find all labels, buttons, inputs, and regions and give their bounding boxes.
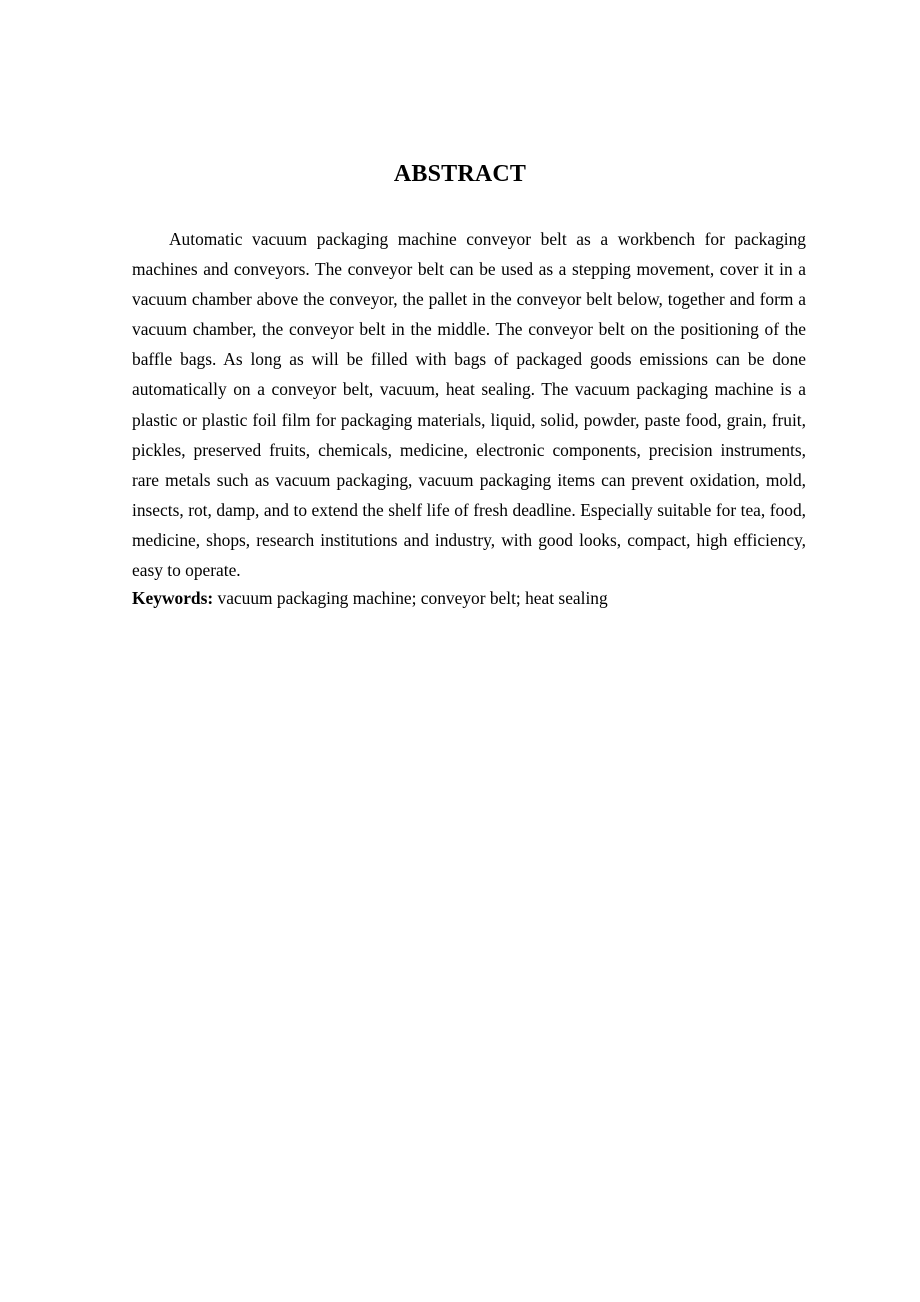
abstract-paragraph: Automatic vacuum packaging machine conveyor belt as a workbench for packaging machines and conveyors. The conveyor belt can be used as a stepping movement, cover it in a vacuum chamber above the conveyor, the pallet in the conveyor belt below, together and form a vacuum chamber, the conveyor belt in the middle. The conveyor belt on the positioning of the baffle bags. As long as will be filled with bags of packaged goods emissions can be done automatically on a conveyor belt, vacuum, heat sealing. The vacuum packaging machine is a plastic or plastic foil film for packaging materials, liquid, solid, powder, paste food, grain, fruit, pickles, preserved fruits, chemicals, medicine, electronic components, precision instruments, rare metals such as vacuum packaging, vacuum packaging items can prevent oxidation, mold, insects, rot, damp, and to extend the shelf life of fresh deadline. Especially suitable for tea, food, medicine, shops, research institutions and industry, with good looks, compact, high efficiency, easy to operate. bbox=[132, 229, 806, 581]
page-title: ABSTRACT bbox=[393, 161, 527, 187]
keywords-label: Keywords: bbox=[132, 588, 214, 608]
keywords-text: vacuum packaging machine; conveyor belt; heat sealing bbox=[213, 588, 608, 608]
keywords-line bbox=[132, 585, 806, 611]
